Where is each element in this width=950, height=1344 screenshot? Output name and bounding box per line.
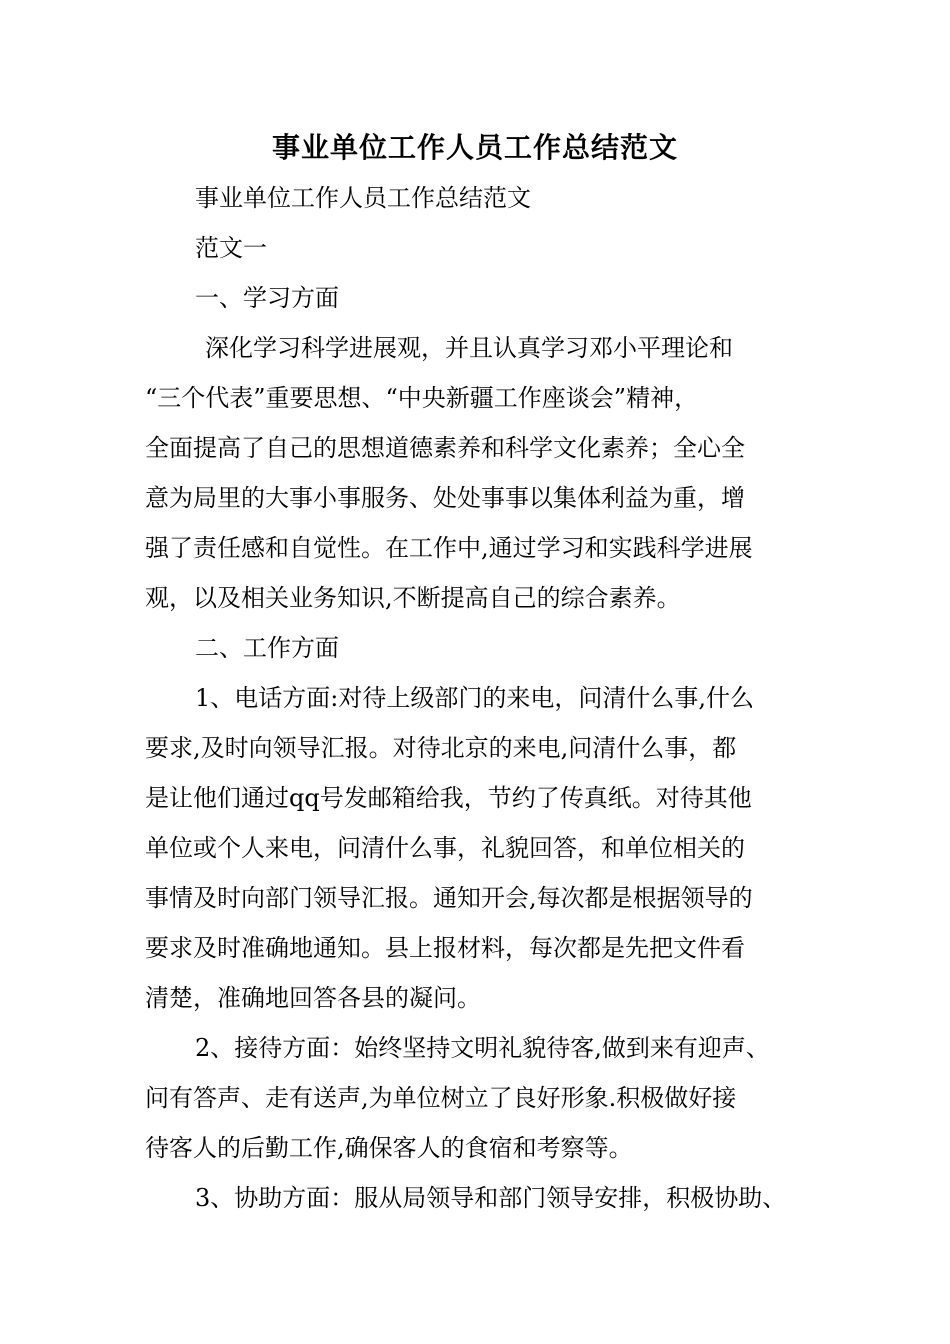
para2-line: 清楚，准确地回答各县的凝问。: [145, 984, 481, 1012]
para1-line: 观，以及相关业务知识,不断提高自己的综合素养。: [145, 584, 681, 612]
para1-line: “三个代表”重要思想、“中央新疆工作座谈会”精神，: [145, 384, 699, 412]
para4-line: 3、协助方面：服从局领导和部门领导安排，积极协助、: [195, 1184, 787, 1212]
sample-label: 范文一: [195, 234, 267, 262]
para3-line: 待客人的后勤工作,确保客人的食宿和考察等。: [145, 1134, 633, 1162]
para3-line: 问有答声、走有送声,为单位树立了良好形象.积极做好接: [145, 1084, 737, 1112]
para2-line: 是让他们通过qq号发邮箱给我，节约了传真纸。对待其他: [145, 784, 752, 812]
section1-heading: 一、学习方面: [195, 284, 339, 312]
para2-line: 要求及时准确地通知。县上报材料，每次都是先把文件看: [145, 934, 745, 962]
para2-line: 事情及时向部门领导汇报。通知开会,每次都是根据领导的: [145, 884, 753, 912]
document-subtitle: 事业单位工作人员工作总结范文: [195, 184, 531, 212]
section2-heading: 二、工作方面: [195, 634, 339, 662]
para2-line: 1、电话方面:对待上级部门的来电，问清什么事,什么: [195, 684, 754, 712]
para1-line: 深化学习科学进展观，并且认真学习邓小平理论和: [205, 334, 733, 362]
para3-line: 2、接待方面：始终坚持文明礼貌待客,做到来有迎声、: [195, 1034, 770, 1062]
para1-line: 全面提高了自己的思想道德素养和科学文化素养；全心全: [145, 434, 745, 462]
para1-line: 意为局里的大事小事服务、处处事事以集体利益为重，增: [145, 484, 745, 512]
para1-line: 强了责任感和自觉性。在工作中,通过学习和实践科学进展: [145, 534, 753, 562]
document-title: 事业单位工作人员工作总结范文: [271, 131, 678, 164]
para2-line: 要求,及时向领导汇报。对待北京的来电,问清什么事，都: [145, 734, 737, 762]
para2-line: 单位或个人来电，问清什么事，礼貌回答，和单位相关的: [145, 834, 745, 862]
